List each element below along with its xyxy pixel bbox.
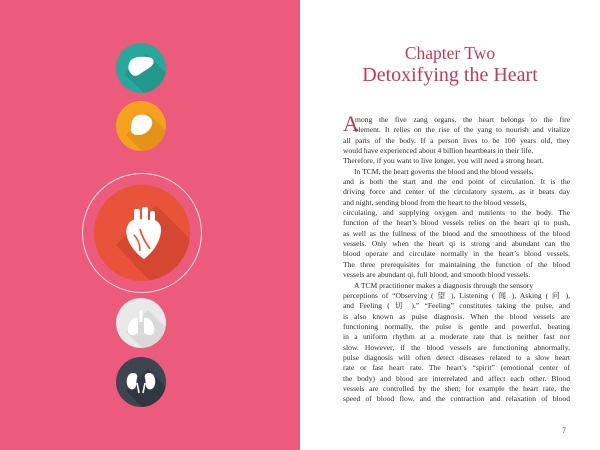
chapter-label: Chapter Two xyxy=(404,43,496,63)
text-line: and Feeling ( 切 ).” “Feeling” constitutes taking the pulse, and xyxy=(343,301,570,311)
text-line: The three prerequisites for maintaining the function of the blood xyxy=(343,259,570,269)
spleen-icon xyxy=(116,101,166,151)
text-line: and night, sending blood from the heart to the blood vessels, xyxy=(343,197,527,207)
text-line: driving force and center of the circulatory system, as it beats day xyxy=(343,187,570,197)
lungs-icon xyxy=(116,298,166,348)
text-line: would have experienced about 4 billion heartbeats in their life. xyxy=(343,146,534,156)
text-line: in a uniform rhythm at a moderate rate that is neither fast nor xyxy=(343,332,570,342)
text-line: function of the heart’s blood vessels relies on the heart qi to push, xyxy=(343,218,570,228)
chapter-title: Detoxifying the Heart xyxy=(362,64,538,86)
text-line: speed of blood flow, and the contraction and relaxation of blood xyxy=(343,394,570,404)
kidneys-icon xyxy=(116,357,166,407)
text-line: vessels. Only when the heart qi is strong and abundant can the xyxy=(343,239,570,249)
text-line: and is both the start and the end point of circulation. It is the xyxy=(343,177,570,187)
heart-icon xyxy=(94,185,190,281)
text-line: vessels are abundant qi, full blood, and smooth blood vessels. xyxy=(343,270,531,280)
text-line: In TCM, the heart governs the blood and the blood vessels, xyxy=(354,166,534,176)
body-text xyxy=(343,111,570,405)
text-line: as well as the fullness of the blood and the smoothness of the blood xyxy=(343,228,570,238)
text-line: element. It relies on the rise of the yang to nourish and vitalize xyxy=(355,125,570,135)
right-page-text xyxy=(300,0,600,450)
page-number: 7 xyxy=(562,426,566,435)
text-line: perceptions of “Observing ( 望 ), Listening ( 闻 ), Asking ( 问 ), xyxy=(343,290,570,300)
drop-cap: A xyxy=(343,111,359,136)
text-line: pulse diagnosis will often detect diseases related to a slow heart xyxy=(343,352,570,362)
text-line: vessels are controlled by the shen; for example the heart rate, the xyxy=(343,383,570,393)
text-line: blood operate and circulate normally in the heart’s blood vessels. xyxy=(343,249,570,259)
text-line: Therefore, if you want to live longer, you will need a strong heart. xyxy=(343,156,544,166)
text-line: slow. However, if the blood vessels are functioning abnormally, xyxy=(343,342,570,352)
text-line: mong the five zang organs, the heart belongs to the fire xyxy=(355,115,570,124)
text-line: A TCM practitioner makes a diagnosis through the sensory xyxy=(354,280,534,290)
text-line: rate or fast heart rate. The heart’s “spirit” (emotional center of xyxy=(343,363,570,373)
text-line: functioning normally, the pulse is gentle and powerful, beating xyxy=(343,321,570,331)
text-line: the body) and blood are interrelated and affect each other. Blood xyxy=(343,373,570,383)
text-line: is also known as pulse diagnosis. When the blood vessels are xyxy=(343,311,570,321)
text-line: all parts of the body. If a person lives to be 100 years old, they xyxy=(343,135,570,145)
liver-icon xyxy=(116,43,166,93)
text-line: circulating, and supplying oxygen and nutrients to the body. The xyxy=(343,208,570,218)
